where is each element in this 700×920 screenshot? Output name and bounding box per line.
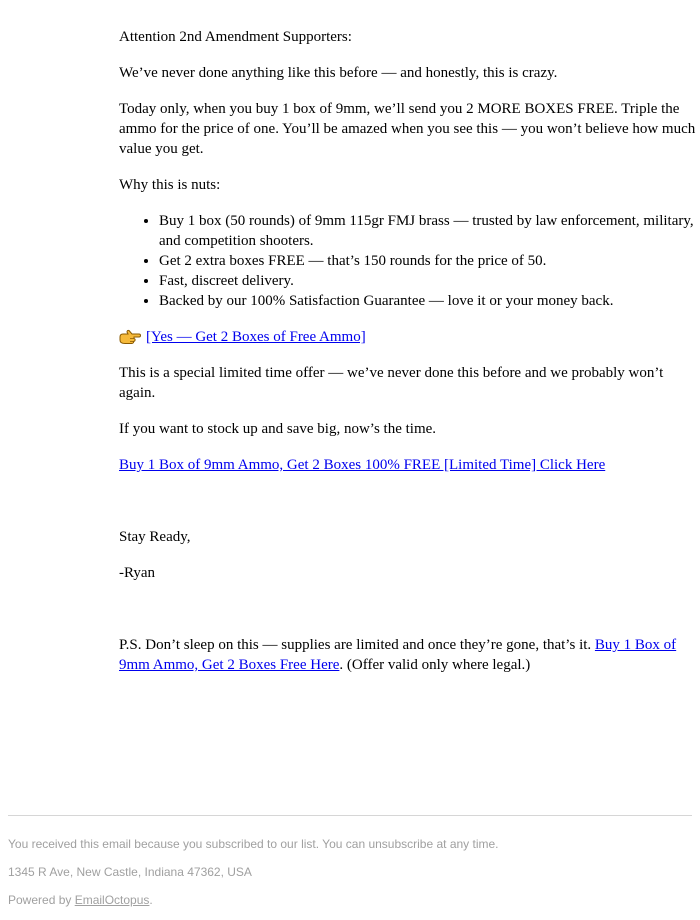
benefit-item: • Get 2 extra boxes FREE — that’s 150 rounds for the price of 50. bbox=[159, 251, 697, 271]
signoff: Stay Ready, bbox=[119, 529, 191, 545]
limited-offer-paragraph: This is a special limited time offer — we’ve never done this before and we probably won’t again. bbox=[119, 365, 664, 401]
ps-suffix: . (Offer valid only where legal.) bbox=[339, 657, 531, 673]
signature: -Ryan bbox=[119, 565, 156, 581]
spacer bbox=[119, 599, 697, 635]
why-heading: Why this is nuts: bbox=[119, 177, 221, 193]
spacer bbox=[119, 491, 697, 527]
benefit-item: • Buy 1 box (50 rounds) of 9mm 115gr FMJ brass — trusted by law enforcement, military, and competition shooters. bbox=[159, 211, 697, 251]
email-footer bbox=[8, 815, 692, 908]
email-body bbox=[119, 27, 697, 691]
intro-paragraph: We’ve never done anything like this before — and honestly, this is crazy. bbox=[119, 65, 558, 81]
emailoctopus-link[interactable]: EmailOctopus bbox=[74, 893, 150, 907]
ps-offer-link[interactable]: Buy 1 Box of 9mm Ammo, Get 2 Boxes Free Here bbox=[119, 637, 677, 673]
ps-text: P.S. Don’t sleep on this — supplies are limited and once they’re gone, that’s it. bbox=[119, 637, 595, 653]
powered-by-period: . bbox=[149, 893, 153, 907]
powered-by bbox=[8, 892, 692, 908]
offer-paragraph: Today only, when you buy 1 box of 9mm, we’ll send you 2 MORE BOXES FREE. Triple the ammo for the price of one. You’ll be amazed when you see this — you won’t believe how much value you get. bbox=[119, 101, 696, 157]
subscription-notice: You received this email because you subscribed to our list. You can unsubscribe at any time. bbox=[8, 837, 499, 851]
benefit-item: • Fast, discreet delivery. bbox=[159, 271, 697, 291]
benefits-list bbox=[119, 211, 697, 311]
mailing-address: 1345 R Ave, New Castle, Indiana 47362, USA bbox=[8, 865, 252, 879]
powered-by-label: Powered by bbox=[8, 893, 75, 907]
main-offer-paragraph bbox=[119, 455, 697, 475]
stock-up-paragraph: If you want to stock up and save big, now’s the time. bbox=[119, 421, 437, 437]
cta-line bbox=[119, 327, 697, 347]
cta-free-ammo-link[interactable]: [Yes — Get 2 Boxes of Free Ammo] bbox=[146, 329, 366, 345]
ps-paragraph bbox=[119, 635, 697, 675]
greeting: Attention 2nd Amendment Supporters: bbox=[119, 29, 352, 45]
main-offer-link[interactable]: Buy 1 Box of 9mm Ammo, Get 2 Boxes 100% FREE [Limited Time] Click Here bbox=[119, 457, 606, 473]
pointing-hand-icon bbox=[119, 329, 141, 345]
benefit-item: • Backed by our 100% Satisfaction Guarantee — love it or your money back. bbox=[159, 291, 697, 311]
